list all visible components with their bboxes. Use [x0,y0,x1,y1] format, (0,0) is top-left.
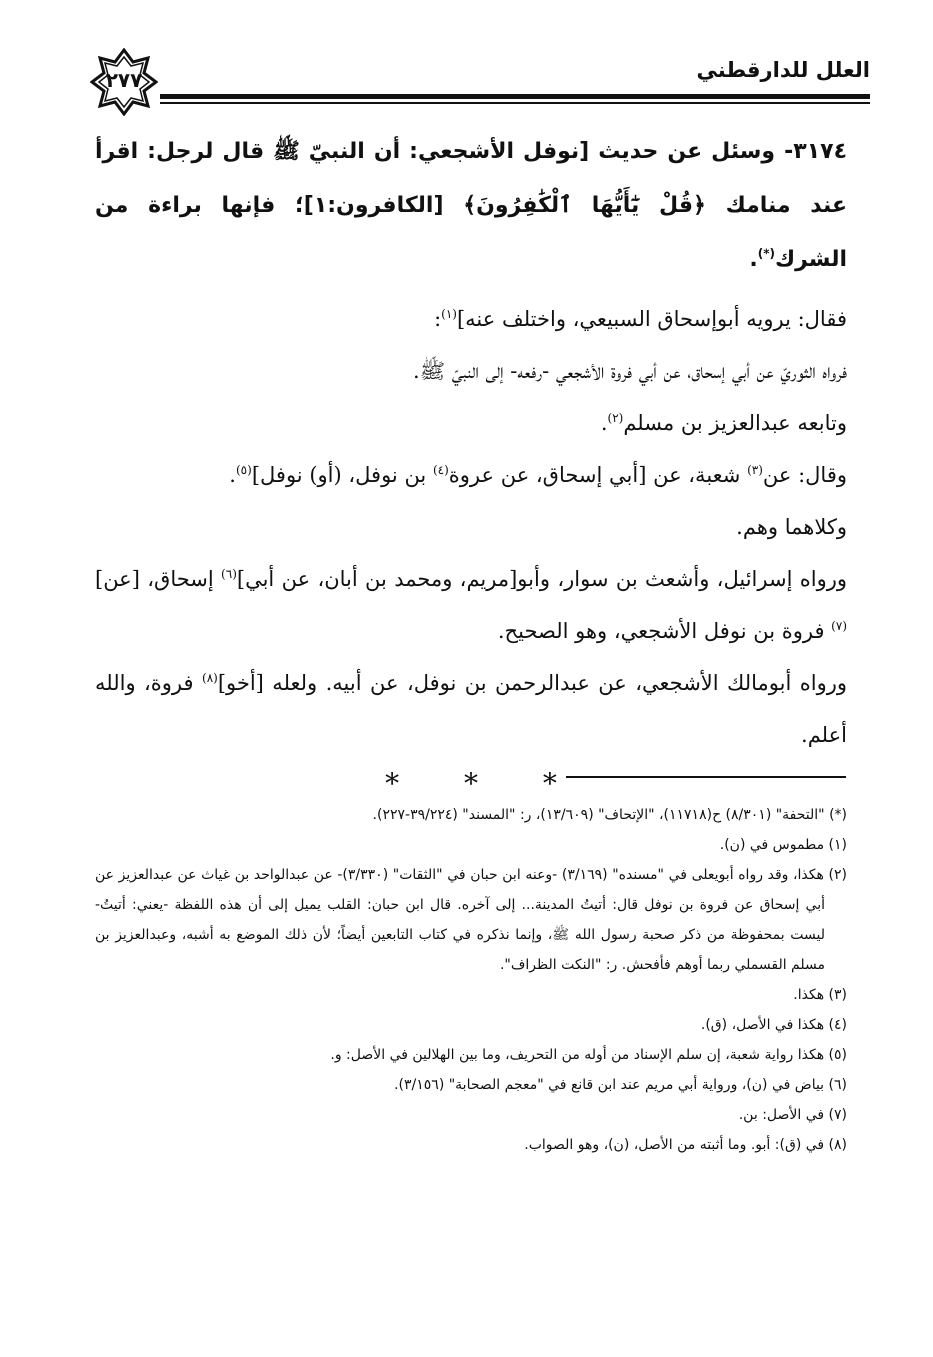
hadith-heading-end: . [749,247,758,272]
body-text: وتابعه عبدالعزيز بن مسلم [623,411,847,435]
body-paragraph [95,501,847,553]
body-text: فروة بن نوفل الأشجعي، وهو الصحيح. [497,619,832,643]
body-text: وقال: عن [762,463,847,487]
body-text: بن نوفل، (أو) نوفل] [251,463,433,487]
main-text [95,125,847,800]
asterisk: * [542,767,557,800]
body-text: فروة، والله أعلم. [95,671,847,747]
body-paragraph [95,449,847,501]
book-title: العلل للدارقطني [696,58,870,82]
body-paragraph [95,345,847,397]
body-text: فقال: يرويه أبوإسحاق السبيعي، واختلف عنه] [456,307,847,331]
hadith-heading-line1: وسئل عن حديث [نوفل الأشجعي: أن النبيّ ﷺ قال لرجل: اقرأ [95,139,776,164]
asterisk: * [464,767,478,800]
footnote-rule [566,776,846,778]
body-paragraph [95,397,847,449]
footnote: (٥) هكذا رواية شعبة، إن سلم الإسناد من أوله من التحريف، وما بين الهلالين في الأصل: و. [330,1047,847,1063]
hadith-heading [95,125,847,287]
body-paragraph [95,553,847,657]
header-rule-thick [160,94,870,99]
page-header [90,48,870,118]
footnote-ref: (٤) [432,463,449,477]
footnote: (١) مطموس في (ن). [719,837,847,853]
footnote-ref: (٦) [221,567,237,581]
footnotes [95,800,847,1160]
footnote: (٦) بياض في (ن)، ورواية أبي مريم عند ابن قانع في "معجم الصحابة" (٣/١٥٦). [394,1077,847,1093]
footnote-ref: (٧) [831,619,847,633]
footnote-ref: (٢) [607,411,624,425]
footnote: (٨) في (ق): أبو. وما أثبته من الأصل، (ن)، وهو الصواب. [524,1137,847,1153]
body-text: شعبة، عن [أبي إسحاق، عن عروة [448,463,748,487]
body-text: فرواه الثوريّ عن أبي إسحاق، عن أبي فروة الأشجعي -رفعه- إلى النبيّ ﷺ. [413,359,847,383]
body-text: إسحاق، [عن] [95,567,222,591]
footnote-ref: (٣) [747,463,763,477]
footnote: (٣) هكذا. [793,987,847,1003]
footnote: (٢) هكذا، وقد رواه أبويعلى في "مسنده" (٣/١٦٩) -وعنه ابن حبان في "الثقات" (٣/٣٣٠)- عن عبدالواحد بن غياث عن عبدالعزيز عن أبي إسحاق عن فروة بن نوفل قال: أتيتُ المدينة... إلى آخره. قال ابن حبان: القلب يميل إلى أن هذه اللفظة -يعني: أتيتُ- ليست بمحفوظة من ذكر صحبة رسول الله ﷺ، وإنما نذكره في كتاب التابعين أيضاً؛ لأن ذلك الموضع به أشبه، وعبدالعزيز بن مسلم القسملي ربما أوهم فأفحش. ر: "النكت الظراف". [95,867,847,973]
footnote-ref: (*) [757,246,775,261]
body-text: ورواه إسرائيل، وأشعث بن سوار، وأبو[مريم، ومحمد بن أبان، عن أبي] [236,567,847,591]
body-text: : [434,307,442,331]
asterisk: * [385,767,400,800]
body-paragraph [95,657,847,761]
page-number: ٢٧٧ [105,68,143,92]
hadith-heading-line2: عند منامك ﴿قُلْ يَٰٓأَيُّهَا ٱلْكَٰفِرُونَ﴾ [الكافرون:١]؛ فإنها براءة من الشرك [95,193,847,272]
page-number-badge [90,48,158,116]
footnote: (٧) في الأصل: بن. [738,1107,847,1123]
footnote: (*) "التحفة" (٨/٣٠١) ح(١١٧١٨)، "الإتحاف" (١٣/٦٠٩)، ر: "المسند" (٣٩/٢٢٤-٢٢٧). [372,807,847,823]
footnote: (٤) هكذا في الأصل، (ق). [700,1017,847,1033]
hadith-number: ٣١٧٤- [784,139,847,164]
section-separator [95,767,847,800]
footnote-ref: (٥) [235,463,252,477]
body-text: . [600,411,608,435]
body-text: ورواه أبومالك الأشجعي، عن عبدالرحمن بن نوفل، عن أبيه. ولعله [أخو] [217,671,848,695]
body-text: وكلاهما وهم. [736,515,847,539]
header-rule-thin [160,102,870,104]
footnote-ref: (٨) [202,671,218,685]
body-text: . [229,463,236,487]
body-paragraph [95,293,847,345]
footnote-ref: (١) [441,307,457,321]
